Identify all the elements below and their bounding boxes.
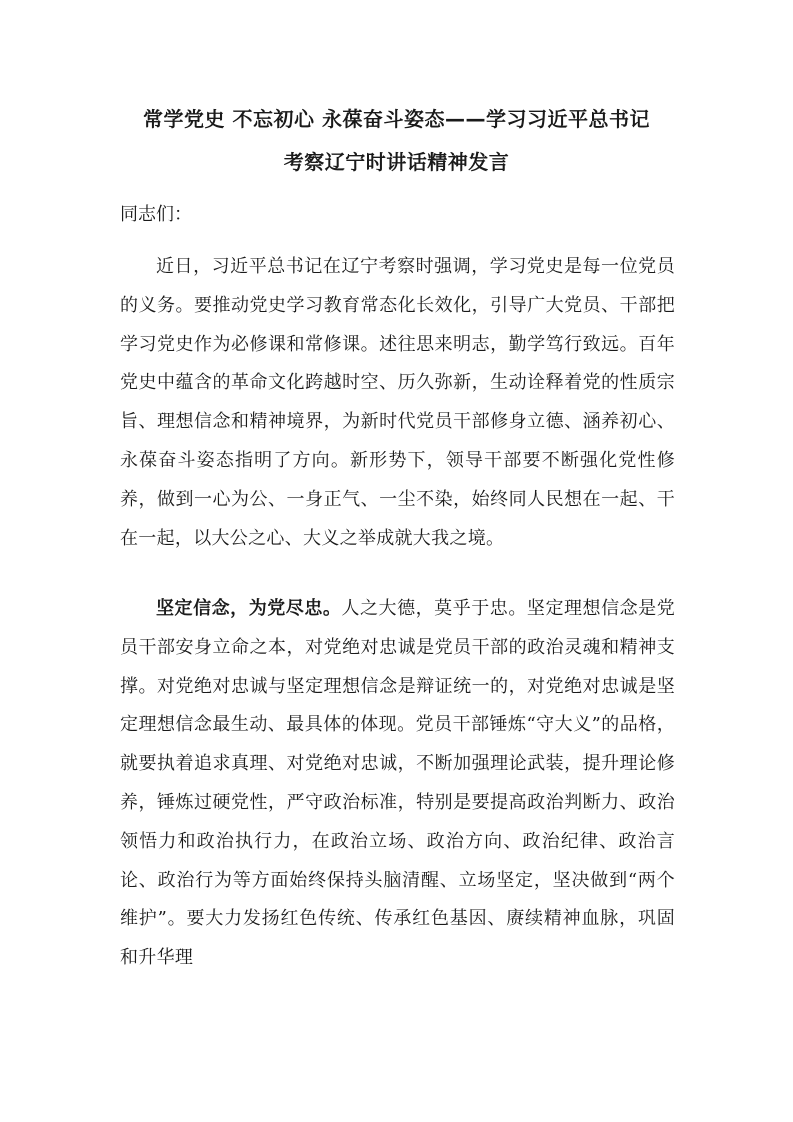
paragraph-2-lead: 坚定信念，为党尽忠。 [156,598,342,619]
paragraph-1: 近日，习近平总书记在辽宁考察时强调，学习党史是每一位党员的义务。要推动党史学习教育常态化长效化，引导广大党员、干部把学习党史作为必修课和常修课。述往思来明志，勤学笃行致远。百年党史中蕴含的革命文化跨越时空、历久弥新，生动诠释着党的性质宗旨、理想信念和精神境界，为新时代党员干部修身立德、涵养初心、永葆奋斗姿态指明了方向。新形势下，领导干部要不断强化党性修养，做到一心为公、一身正气、一尘不染，始终同人民想在一起、干在一起，以大公之心、大义之举成就大我之境。 [120,256,675,549]
salutation: 同志们： [120,204,192,225]
paragraph-2-body: 人之大德，莫乎于忠。坚定理想信念是党员干部安身立命之本，对党绝对忠诚是党员干部的政治灵魂和精神支撑。对党绝对忠诚与坚定理想信念是辩证统一的，对党绝对忠诚是坚定理想信念最生动、最具体的体现。党员干部锤炼“守大义”的品格，就要执着追求真理、对党绝对忠诚，不断加强理论武装，提升理论修养，锤炼过硬党性，严守政治标准，特别是要提高政治判断力、政治领悟力和政治执行力，在政治立场、政治方向、政治纪律、政治言论、政治行为等方面始终保持头脑清醒、立场坚定，坚决做到“两个维护”。要大力发扬红色传统、传承红色基因、赓续精神血脉，巩固和升华理 [120,598,676,969]
paragraph-2 [120,590,675,978]
document-title-line-1: 常学党史 不忘初心 永葆奋斗姿态——学习习近平总书记 [143,107,650,131]
document-title-line-2: 考察辽宁时讲话精神发言 [283,150,510,174]
